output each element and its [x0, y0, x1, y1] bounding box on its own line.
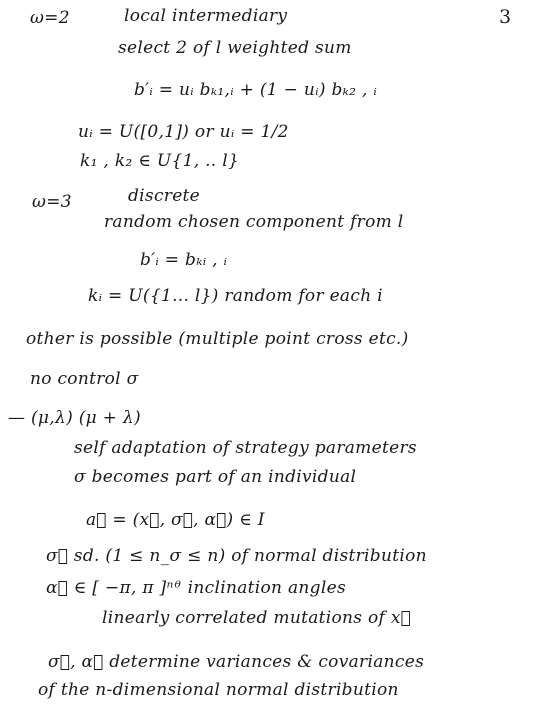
determine-line: σ⃗, α⃗ determine variances & covariances — [48, 652, 425, 672]
omega-2-description: select 2 of l weighted sum — [118, 38, 352, 58]
omega-3-label: ω=3 — [32, 192, 72, 212]
omega-2-formula: b′ᵢ = uᵢ bₖ₁,ᵢ + (1 − uᵢ) bₖ₂ , ᵢ — [134, 80, 378, 100]
sigma-vector-line: σ⃗ sd. (1 ≤ n_σ ≤ n) of normal distribution — [46, 546, 427, 566]
alpha-vector-line: α⃗ ∈ [ −π, π ]ⁿᶿ inclination angles — [46, 578, 346, 598]
omega-3-description: random chosen component from l — [104, 212, 404, 232]
page-number: 3 — [499, 6, 512, 28]
other-possible-note: other is possible (multiple point cross etc.) — [26, 329, 409, 349]
self-adaptation-line: self adaptation of strategy parameters — [74, 438, 417, 458]
individual-vector: a⃗ = (x⃗, σ⃗, α⃗) ∈ I — [86, 510, 265, 530]
omega-2-label: ω=2 — [30, 8, 70, 28]
sigma-part-line: σ becomes part of an individual — [74, 467, 357, 487]
omega-2-k-definition: k₁ , k₂ ∈ U{1, .. l} — [80, 151, 240, 171]
omega-3-k-definition: kᵢ = U({1... l}) random for each i — [88, 286, 383, 306]
omega-3-title: discrete — [128, 186, 201, 206]
no-control-note: no control σ — [30, 369, 139, 389]
omega-2-title: local intermediary — [124, 6, 288, 26]
linear-correlation-line: linearly correlated mutations of x⃗ — [102, 608, 411, 628]
mu-lambda-strategies: — (μ,λ) (μ + λ) — [8, 408, 141, 428]
normal-distribution-line: of the n-dimensional normal distribution — [38, 680, 399, 700]
omega-2-u-definition: uᵢ = U([0,1]) or uᵢ = 1/2 — [78, 122, 289, 142]
omega-3-formula: b′ᵢ = bₖᵢ , ᵢ — [140, 250, 228, 270]
